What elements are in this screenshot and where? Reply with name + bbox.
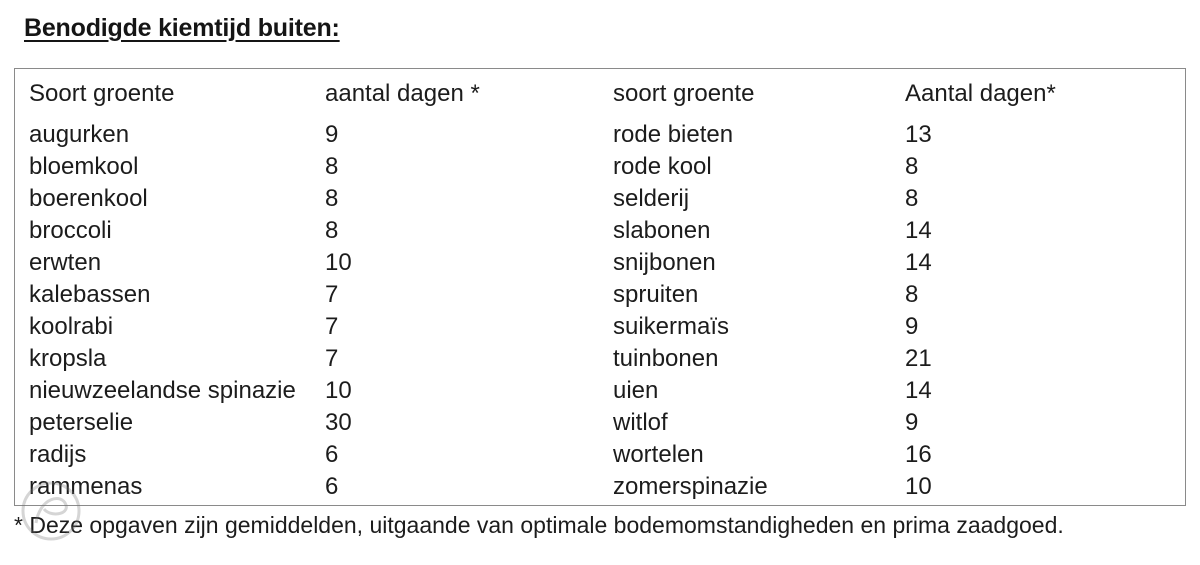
cell-vegetable-right: witlof (613, 409, 668, 436)
cell-vegetable-left: nieuwzeelandse spinazie (29, 377, 296, 404)
cell-vegetable-left: kalebassen (29, 281, 151, 308)
cell-vegetable-left: kropsla (29, 345, 107, 372)
column-header-vegetable-right: soort groente (613, 80, 755, 107)
table-row (15, 215, 1185, 247)
cell-days-left: 30 (325, 409, 352, 436)
cell-days-left: 9 (325, 121, 339, 148)
cell-vegetable-left: broccoli (29, 217, 112, 244)
cell-vegetable-left: augurken (29, 121, 130, 148)
cell-vegetable-right: suikermaïs (613, 313, 730, 340)
cell-vegetable-right: rode kool (613, 153, 712, 180)
table-row (15, 183, 1185, 215)
cell-days-left: 10 (325, 377, 352, 404)
table-header-row (15, 69, 1185, 119)
germination-times-table (14, 68, 1186, 506)
table-row (15, 279, 1185, 311)
cell-days-left: 10 (325, 249, 352, 276)
cell-days-right: 8 (905, 185, 919, 212)
cell-days-right: 10 (905, 473, 932, 500)
cell-vegetable-right: spruiten (613, 281, 699, 308)
cell-days-right: 16 (905, 441, 932, 468)
table-footnote: * Deze opgaven zijn gemiddelden, uitgaande van optimale bodemomstandigheden en prima zaadgoed. (14, 512, 1064, 538)
cell-vegetable-right: uien (613, 377, 659, 404)
cell-days-right: 9 (905, 313, 919, 340)
cell-vegetable-right: selderij (613, 185, 690, 212)
cell-vegetable-left: koolrabi (29, 313, 114, 340)
table-row (15, 119, 1185, 151)
table-row (15, 471, 1185, 503)
table-grid (15, 69, 1185, 503)
table-row (15, 311, 1185, 343)
cell-days-right: 13 (905, 121, 932, 148)
column-header-vegetable-left: Soort groente (29, 80, 175, 107)
cell-vegetable-left: bloemkool (29, 153, 139, 180)
cell-days-left: 6 (325, 441, 339, 468)
cell-vegetable-left: rammenas (29, 473, 143, 500)
column-header-days-right: Aantal dagen* (905, 80, 1056, 107)
cell-days-left: 7 (325, 345, 339, 372)
cell-days-right: 21 (905, 345, 932, 372)
cell-days-right: 8 (905, 153, 919, 180)
cell-vegetable-right: snijbonen (613, 249, 716, 276)
table-row (15, 247, 1185, 279)
cell-vegetable-right: zomerspinazie (613, 473, 768, 500)
cell-days-right: 9 (905, 409, 919, 436)
cell-days-left: 8 (325, 217, 339, 244)
table-body (15, 69, 1185, 503)
table-row (15, 439, 1185, 471)
cell-vegetable-right: slabonen (613, 217, 711, 244)
cell-days-left: 6 (325, 473, 339, 500)
cell-vegetable-right: wortelen (613, 441, 704, 468)
cell-vegetable-left: peterselie (29, 409, 134, 436)
cell-days-right: 14 (905, 377, 932, 404)
cell-days-left: 8 (325, 185, 339, 212)
cell-days-right: 8 (905, 281, 919, 308)
table-row (15, 151, 1185, 183)
table-row (15, 407, 1185, 439)
cell-days-right: 14 (905, 249, 932, 276)
cell-days-left: 7 (325, 281, 339, 308)
cell-vegetable-left: boerenkool (29, 185, 148, 212)
cell-vegetable-right: tuinbonen (613, 345, 719, 372)
cell-days-left: 8 (325, 153, 339, 180)
cell-days-right: 14 (905, 217, 932, 244)
page-title: Benodigde kiemtijd buiten: (24, 14, 340, 42)
table-row (15, 375, 1185, 407)
cell-vegetable-left: erwten (29, 249, 102, 276)
cell-vegetable-left: radijs (29, 441, 87, 468)
table-row (15, 343, 1185, 375)
cell-days-left: 7 (325, 313, 339, 340)
column-header-days-left: aantal dagen * (325, 80, 480, 107)
cell-vegetable-right: rode bieten (613, 121, 734, 148)
